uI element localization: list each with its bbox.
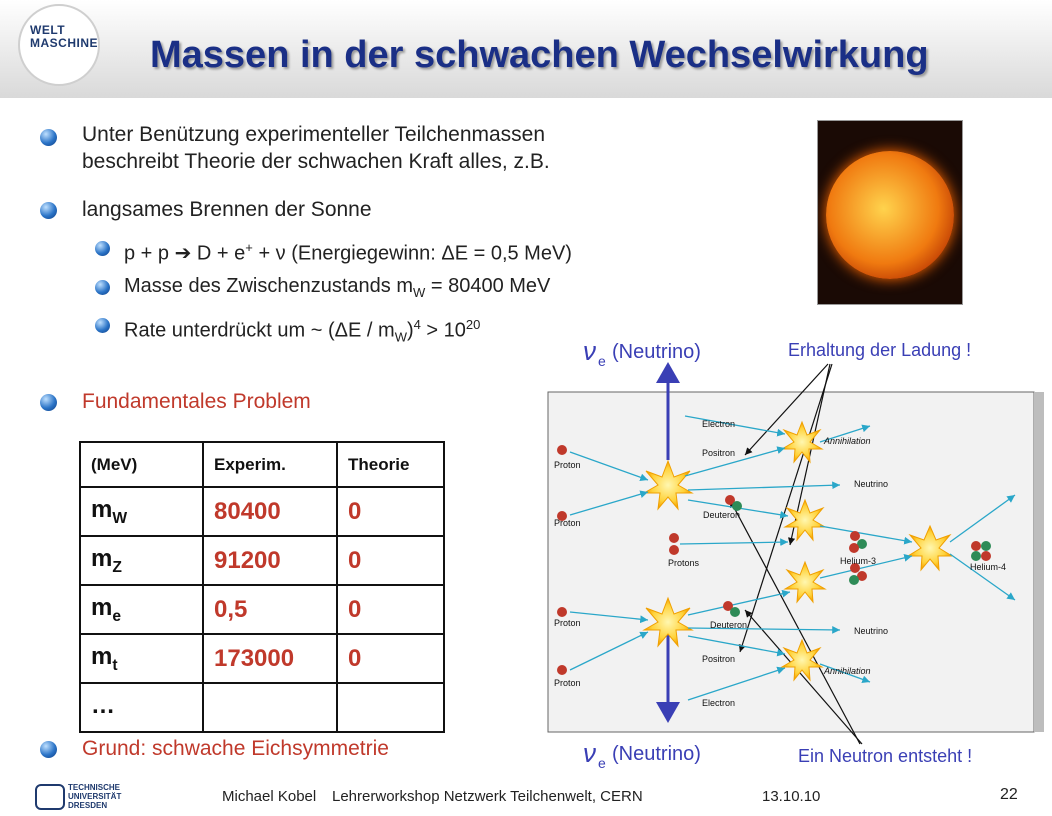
- logo-line2: MASCHINE: [30, 36, 99, 50]
- table-row: [80, 536, 444, 585]
- label-annihilation: Annihilation: [824, 666, 871, 676]
- bullet-3: Fundamentales Problem: [82, 390, 311, 413]
- label-neutrino: Neutrino: [854, 626, 889, 636]
- particle-sub: t: [112, 656, 118, 674]
- rate-sub: W: [394, 329, 407, 345]
- table-header-cell: Theorie: [337, 442, 444, 487]
- nu-top-label: (Neutrino): [612, 341, 701, 363]
- experiment-cell: 173000: [203, 634, 337, 683]
- table-row: [80, 487, 444, 536]
- table-header-row: [80, 442, 444, 487]
- note-neutron: Ein Neutron entsteht !: [798, 746, 973, 766]
- table-header-cell: (MeV): [80, 442, 203, 487]
- footer-author: Michael Kobel: [222, 788, 317, 805]
- sun-image: [817, 120, 963, 305]
- particle-symbol: m: [91, 544, 113, 572]
- mass-text: Masse des Zwischenzustands m: [124, 275, 414, 297]
- particle-symbol: m: [91, 642, 113, 670]
- particle-cell: [80, 634, 203, 683]
- label-proton: Proton: [554, 460, 581, 470]
- label-proton: Proton: [554, 618, 581, 628]
- bullet-2: langsames Brennen der Sonne: [82, 198, 372, 221]
- particle-sub: e: [112, 607, 122, 625]
- mass-sub: W: [413, 285, 426, 300]
- experiment-cell: 0,5: [203, 585, 337, 634]
- table-header-cell: Experim.: [203, 442, 337, 487]
- rate-cmp: > 10: [420, 319, 466, 342]
- label-electron: Electron: [702, 698, 736, 708]
- tu-dresden-logo: [35, 784, 65, 810]
- label-protons: Protons: [668, 558, 700, 568]
- label-positron: Positron: [702, 448, 736, 458]
- proton-proton-chain-diagram: [540, 330, 1052, 780]
- particle-symbol: m: [91, 495, 113, 523]
- sub-bullet-icon: [95, 241, 110, 256]
- nu-bottom-sub: e: [598, 755, 606, 771]
- diagram-panel-shadow: [1034, 392, 1044, 732]
- particle-sub: Z: [112, 558, 122, 576]
- mass-table: [79, 441, 445, 733]
- slide-title: Massen in der schwachen Wechselwirkung: [150, 34, 929, 76]
- label-neutrino: Neutrino: [854, 479, 889, 489]
- theory-cell: [337, 683, 444, 732]
- bullet-icon: [40, 129, 57, 146]
- tu-dresden-wordmark: [68, 783, 121, 810]
- reaction-part1: p + p: [124, 242, 175, 265]
- bullet-1: [82, 121, 550, 175]
- bullet-icon: [40, 394, 57, 411]
- sub-bullet-reaction: [124, 234, 572, 268]
- bullet-1-line1: Unter Benützung experimenteller Teilchenmassen: [82, 123, 546, 146]
- mass-value: = 80400 MeV: [425, 275, 551, 297]
- reaction-arrow: ➔: [174, 242, 192, 265]
- label-positron: Positron: [702, 654, 736, 664]
- experiment-cell: [203, 683, 337, 732]
- reaction-part3: + ν (Energiegewinn: ΔE = 0,5 MeV): [252, 242, 572, 265]
- tu-line2: UNIVERSITÄT: [68, 792, 122, 801]
- sub-bullet-icon: [95, 318, 110, 333]
- experiment-cell: 91200: [203, 536, 337, 585]
- label-electron: Electron: [702, 419, 736, 429]
- sun-disc: [826, 151, 954, 279]
- sub-bullet-mass: [124, 273, 550, 306]
- weltmaschine-logo-text: [30, 24, 98, 50]
- bullet-4: Grund: schwache Eichsymmetrie: [82, 737, 389, 760]
- note-charge: Erhaltung der Ladung !: [788, 340, 972, 360]
- particle-cell: [80, 536, 203, 585]
- label-proton: Proton: [554, 518, 581, 528]
- bullet-icon: [40, 741, 57, 758]
- nu-top-sub: e: [598, 353, 606, 369]
- page-number: 22: [1000, 786, 1018, 803]
- rate-paren: ): [406, 319, 414, 342]
- particle-cell: [80, 683, 203, 732]
- label-proton: Proton: [554, 678, 581, 688]
- theory-cell: 0: [337, 487, 444, 536]
- table-row: [80, 585, 444, 634]
- experiment-cell: 80400: [203, 487, 337, 536]
- theory-cell: 0: [337, 536, 444, 585]
- table-row: [80, 683, 444, 732]
- particle-cell: [80, 487, 203, 536]
- label-helium4: Helium-4: [970, 562, 1007, 572]
- rate-exp: 4: [413, 317, 421, 332]
- rate-exp2: 20: [465, 317, 481, 332]
- positron-charge: +: [245, 240, 253, 255]
- proton-dot: [557, 607, 567, 617]
- tu-line1: TECHNISCHE: [68, 783, 121, 792]
- label-deuteron: Deuteron: [703, 510, 741, 520]
- proton-dot: [557, 445, 567, 455]
- particle-symbol: …: [91, 691, 115, 719]
- particle-cell: [80, 585, 203, 634]
- nu-top-symbol: ν: [583, 336, 596, 366]
- label-annihilation: Annihilation: [824, 436, 871, 446]
- reaction-part2: D + e: [191, 242, 246, 265]
- sub-bullet-rate: [124, 311, 480, 351]
- bullet-icon: [40, 202, 57, 219]
- particle-symbol: m: [91, 593, 113, 621]
- particle-sub: W: [112, 509, 128, 527]
- logo-line1: WELT: [30, 23, 66, 37]
- footer-date: 13.10.10: [762, 788, 821, 805]
- nu-bottom-label: (Neutrino): [612, 743, 701, 765]
- theory-cell: 0: [337, 634, 444, 683]
- label-deuteron: Deuteron: [710, 620, 748, 630]
- tu-line3: DRESDEN: [68, 801, 108, 810]
- table-row: [80, 634, 444, 683]
- label-helium3: Helium-3: [840, 556, 877, 566]
- proton-dot: [557, 665, 567, 675]
- sub-bullet-icon: [95, 280, 110, 295]
- theory-cell: 0: [337, 585, 444, 634]
- footer-event: Lehrerworkshop Netzwerk Teilchenwelt, CERN: [332, 788, 643, 805]
- rate-text: Rate unterdrückt um ~ (ΔE / m: [124, 319, 395, 342]
- bullet-1-line2: beschreibt Theorie der schwachen Kraft alles, z.B.: [82, 150, 550, 173]
- nu-bottom-symbol: ν: [583, 738, 596, 768]
